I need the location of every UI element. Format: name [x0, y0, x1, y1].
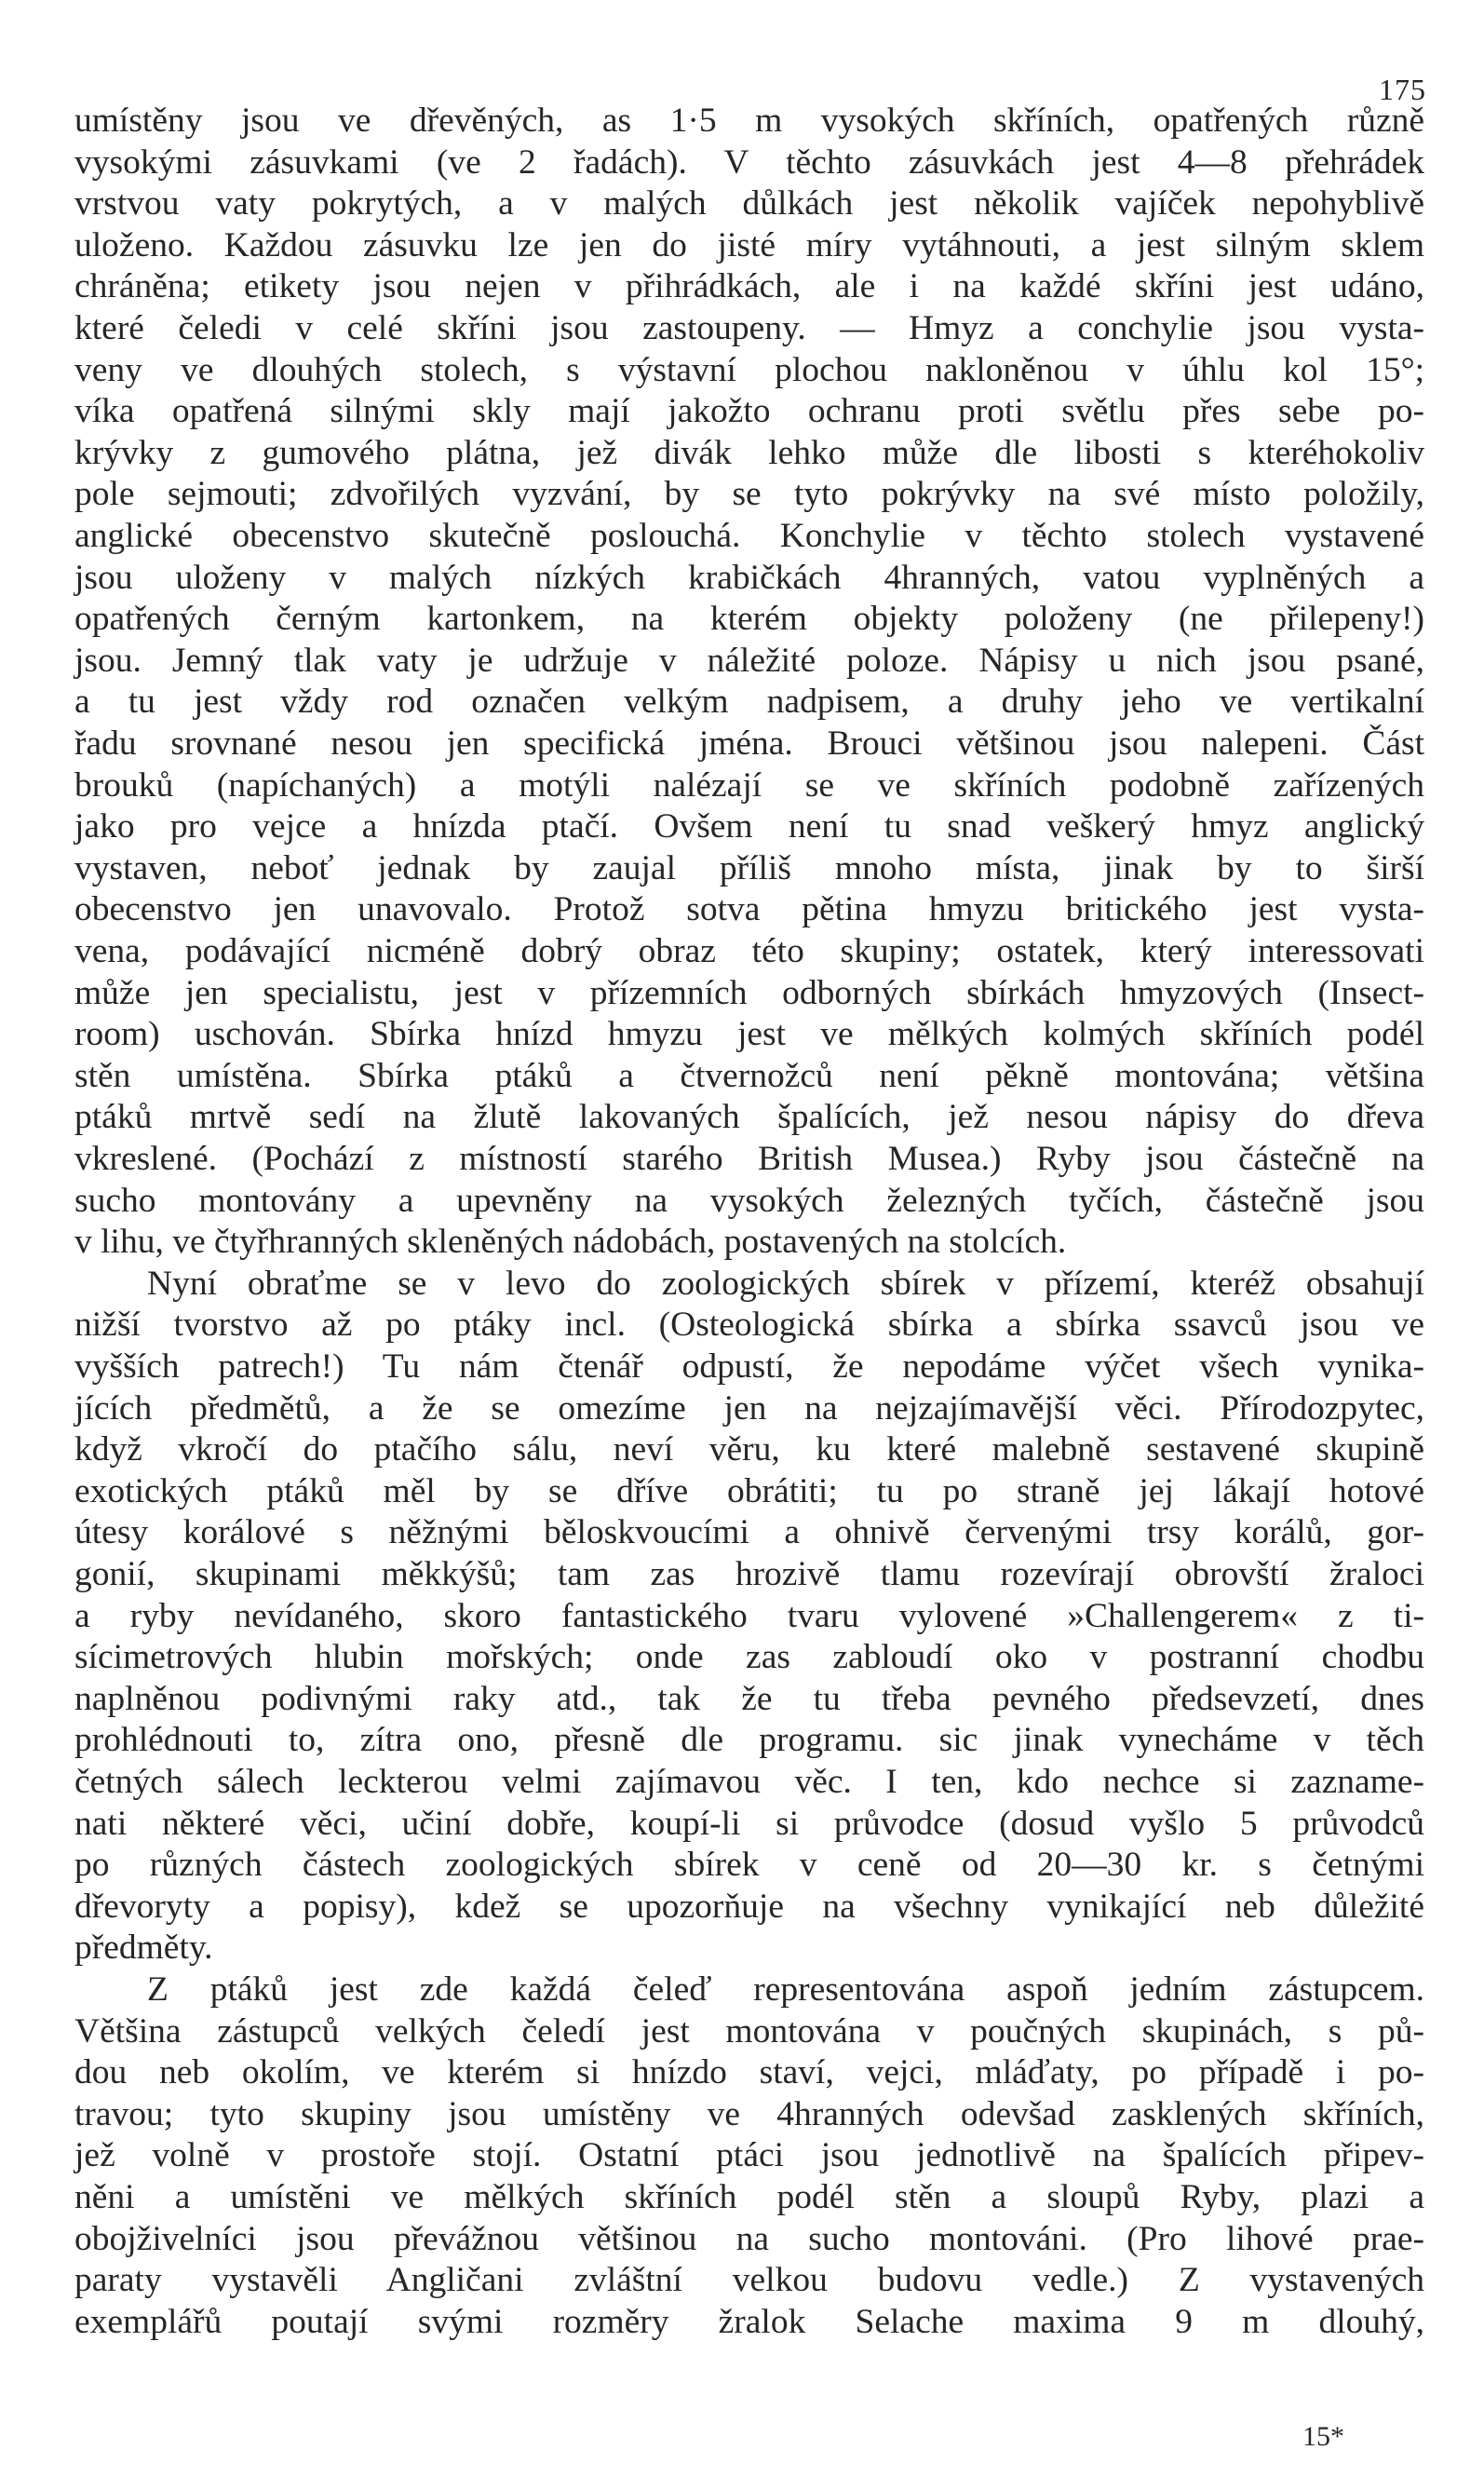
text-line: víka opatřená silnými skly mají jakožto ochranu proti světlu přes sebe po-: [74, 392, 1424, 430]
text-line: dou neb okolím, ve kterém si hnízdo staví, vejci, mláďaty, po případě i po-: [74, 2053, 1424, 2091]
text-line: umístěny jsou ve dřevěných, as 1·5 m vysokých skříních, opatřených různě: [74, 102, 1424, 140]
text-line: a ryby nevídaného, skoro fantastického tvaru vylovené »Challengerem« z ti-: [74, 1597, 1424, 1635]
text-line: pole sejmouti; zdvořilých vyzvání, by se tyto pokrývky na své místo položily,: [74, 475, 1424, 513]
text-line: útesy korálové s něžnými běloskvoucími a ohnivě červenými trsy korálů, gor-: [74, 1513, 1424, 1551]
text-line: může jen specialistu, jest v přízemních odborných sbírkách hmyzových (Insect-: [74, 974, 1424, 1012]
text-line: které čeledi v celé skříni jsou zastoupeny. — Hmyz a conchylie jsou vysta-: [74, 309, 1424, 347]
text-line: travou; tyto skupiny jsou umístěny ve 4hranných odevšad zasklených skříních,: [74, 2095, 1424, 2133]
text-line: sucho montovány a upevněny na vysokých železných tyčích, částečně jsou: [74, 1182, 1424, 1220]
text-line: opatřených černým kartonkem, na kterém objekty položeny (ne přilepeny!): [74, 600, 1424, 638]
text-line: uloženo. Každou zásuvku lze jen do jisté míry vytáhnouti, a jest silným sklem: [74, 226, 1424, 264]
text-line: sícimetrových hlubin mořských; onde zas zabloudí oko v postranní chodbu: [74, 1638, 1424, 1676]
text-line: exotických ptáků měl by se dříve obrátiti; tu po straně jej lákají hotové: [74, 1472, 1424, 1510]
text-line: v lihu, ve čtyřhranných skleněných nádobách, postavených na stolcích.: [74, 1223, 1067, 1261]
text-line: vena, podávající nicméně dobrý obraz této skupiny; ostatek, který interessovati: [74, 932, 1424, 970]
text-line: nižší tvorstvo až po ptáky incl. (Osteologická sbírka a sbírka ssavců jsou ve: [74, 1306, 1424, 1344]
text-line: stěn umístěna. Sbírka ptáků a čtvernožců není pěkně montována; většina: [74, 1057, 1424, 1095]
text-line: nati některé věci, učiní dobře, koupí-li si průvodce (dosud vyšlo 5 průvodců: [74, 1805, 1424, 1843]
text-line: naplněnou podivnými raky atd., tak že tu třeba pevného předsevzetí, dnes: [74, 1680, 1424, 1718]
text-line: vyšších patrech!) Tu nám čtenář odpustí, že nepodáme výčet všech vynika-: [74, 1347, 1424, 1386]
text-line: po různých částech zoologických sbírek v ceně od 20—30 kr. s četnými: [74, 1846, 1424, 1884]
signature-mark: 15*: [1302, 2421, 1344, 2452]
text-line: ptáků mrtvě sedí na žlutě lakovaných špalících, jež nesou nápisy do dřeva: [74, 1098, 1424, 1136]
text-line: Nyní obraťme se v levo do zoologických sbírek v přízemí, kteréž obsahují: [147, 1265, 1424, 1303]
text-line: brouků (napíchaných) a motýli nalézají se ve skříních podobně zařízených: [74, 766, 1424, 805]
text-line: vrstvou vaty pokrytých, a v malých důlkách jest několik vajíček nepohyblivě: [74, 184, 1424, 223]
text-line: exemplářů poutají svými rozměry žralok Selache maxima 9 m dlouhý,: [74, 2303, 1424, 2341]
text-line: řadu srovnané nesou jen specifická jména. Brouci většinou jsou nalepeni. Část: [74, 724, 1424, 763]
text-line: obecenstvo jen unavovalo. Protož sotva pětina hmyzu britického jest vysta-: [74, 890, 1424, 928]
text-line: krývky z gumového plátna, jež divák lehko může dle libosti s kteréhokoliv: [74, 434, 1424, 472]
page-number: 175: [1379, 73, 1426, 106]
text-line: room) uschován. Sbírka hnízd hmyzu jest ve mělkých kolmých skříních podél: [74, 1015, 1424, 1053]
text-line: Z ptáků jest zde každá čeleď representována aspoň jedním zástupcem.: [147, 1970, 1424, 2009]
text-line: jež volně v prostoře stojí. Ostatní ptáci jsou jednotlivě na špalících připev-: [74, 2136, 1424, 2174]
text-line: veny ve dlouhých stolech, s výstavní plochou nakloněnou v úhlu kol 15°;: [74, 351, 1424, 389]
text-line: jsou uloženy v malých nízkých krabičkách 4hranných, vatou vyplněných a: [74, 559, 1424, 597]
text-line: četných sálech leckterou velmi zajímavou věc. I ten, kdo nechce si zazname-: [74, 1763, 1424, 1801]
text-line: jících předmětů, a že se omezíme jen na nejzajímavější věci. Přírodozpytec,: [74, 1389, 1424, 1428]
text-line: vystaven, neboť jednak by zaujal příliš mnoho místa, jinak by to širší: [74, 849, 1424, 887]
text-line: jako pro vejce a hnízda ptačí. Ovšem není tu snad veškerý hmyz anglický: [74, 807, 1424, 846]
text-line: anglické obecenstvo skutečně poslouchá. Konchylie v těchto stolech vystavené: [74, 517, 1424, 555]
text-line: něni a umístěni ve mělkých skříních podél stěn a sloupů Ryby, plazi a: [74, 2178, 1424, 2216]
text-line: vysokými zásuvkami (ve 2 řadách). V těchto zásuvkách jest 4—8 přehrádek: [74, 143, 1424, 182]
text-line: chráněna; etikety jsou nejen v přihrádkách, ale i na každé skříni jest udáno,: [74, 267, 1424, 305]
text-line: vkreslené. (Pochází z místností starého British Musea.) Ryby jsou částečně na: [74, 1140, 1424, 1178]
text-line: jsou. Jemný tlak vaty je udržuje v náležité poloze. Nápisy u nich jsou psané,: [74, 642, 1424, 680]
text-line: obojživelníci jsou převážnou většinou na sucho montováni. (Pro lihové prae-: [74, 2220, 1424, 2258]
text-line: prohlédnouti to, zítra ono, přesně dle programu. sic jinak vynecháme v těch: [74, 1721, 1424, 1759]
text-line: paraty vystavěli Angličani zvláštní velkou budovu vedle.) Z vystavených: [74, 2261, 1424, 2299]
text-line: dřevoryty a popisy), kdež se upozorňuje na všechny vynikající neb důležité: [74, 1888, 1424, 1926]
text-line: a tu jest vždy rod označen velkým nadpisem, a druhy jeho ve vertikalní: [74, 683, 1424, 721]
text-line: když vkročí do ptačího sálu, neví věru, ku které malebně sestavené skupině: [74, 1430, 1424, 1469]
text-line: předměty.: [74, 1929, 213, 1967]
text-line: Většina zástupců velkých čeledí jest montována v poučných skupinách, s pů-: [74, 2012, 1424, 2051]
text-line: gonií, skupinami měkkýšů; tam zas hrozivě tlamu rozevírají obrovští žraloci: [74, 1555, 1424, 1593]
